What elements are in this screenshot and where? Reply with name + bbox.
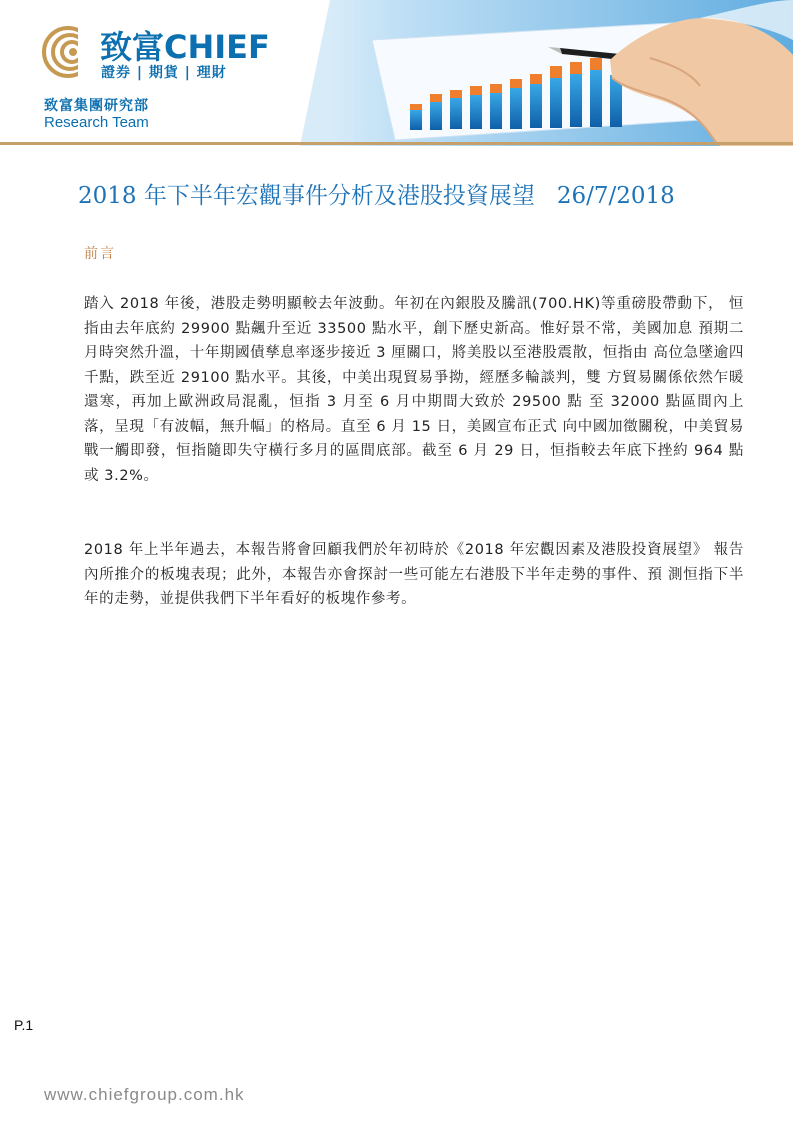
banner-bar bbox=[410, 104, 422, 110]
report-header bbox=[0, 0, 793, 146]
chief-logo-icon bbox=[42, 26, 94, 78]
brand-name: 致富CHIEF bbox=[100, 28, 270, 66]
banner-bar bbox=[470, 95, 482, 129]
banner-bar bbox=[430, 94, 442, 102]
section-heading: 前言 bbox=[84, 246, 116, 262]
banner-bar bbox=[490, 93, 502, 129]
department-chinese: 致富集團研究部 bbox=[44, 98, 149, 114]
banner-bar bbox=[550, 78, 562, 128]
website-link[interactable]: www.chiefgroup.com.hk bbox=[44, 1085, 245, 1104]
banner-bar bbox=[570, 74, 582, 127]
banner-bar bbox=[530, 84, 542, 128]
banner-bar bbox=[430, 102, 442, 130]
banner-bar bbox=[490, 84, 502, 93]
banner-bar bbox=[510, 88, 522, 129]
banner-bar bbox=[530, 74, 542, 84]
banner-bar bbox=[570, 62, 582, 74]
header-divider bbox=[0, 142, 793, 145]
report-title-text: 2018 年下半年宏觀事件分析及港股投資展望 bbox=[78, 183, 535, 209]
banner-bar bbox=[410, 110, 422, 130]
banner-bar bbox=[550, 66, 562, 78]
department-english: Research Team bbox=[44, 114, 149, 131]
banner-bar bbox=[510, 79, 522, 88]
banner-bar bbox=[470, 86, 482, 95]
body-paragraph: 踏入 2018 年後，港股走勢明顯較去年波動。年初在內銀股及騰訊(700.HK)等重磅股帶動下， 恒指由去年底約 29900 點飆升至近 33500 點水平，創下歷史新高。惟好景不常，美國加息 預期二月時突然升溫，十年期國債孳息率逐步接近 3 厘關口，將美股以至港股震散，恒指由 高位急墜逾四千點，跌至近 29100 點水平。其後，中美出現貿易爭拗，經歷多輪談判，雙 方貿易關係依然乍暖還寒，再加上歐洲政局混亂，恒指 3 月至 6 月中期間大致於 29500 點 至 32000 點區間內上落，呈現「有波幅，無升幅」的格局。直至 6 月 15 日，美國宣布正式 向中國加徵關稅，中美貿易戰一觸即發，恒指隨即失守橫行多月的區間底部。截至 6 月 29 日，恒指較去年底下挫約 964 點或 3.2%。 bbox=[84, 296, 744, 484]
banner-bar bbox=[450, 98, 462, 129]
report-date: 26/7/2018 bbox=[556, 183, 675, 209]
report-title bbox=[78, 177, 758, 210]
body-paragraph: 2018 年上半年過去，本報告將會回顧我們於年初時於《2018 年宏觀因素及港股投資展望》 報告內所推介的板塊表現；此外，本報告亦會探討一些可能左右港股下半年走勢的事件、預 測恒指下半年的走勢，並提供我們下半年看好的板塊作參考。 bbox=[84, 542, 744, 607]
banner-bar bbox=[590, 58, 602, 70]
banner-bar bbox=[590, 70, 602, 127]
banner-bar bbox=[450, 90, 462, 98]
brand-tagline: 證券 | 期貨 | 理財 bbox=[101, 65, 227, 81]
page-number: P.1 bbox=[14, 1017, 34, 1033]
